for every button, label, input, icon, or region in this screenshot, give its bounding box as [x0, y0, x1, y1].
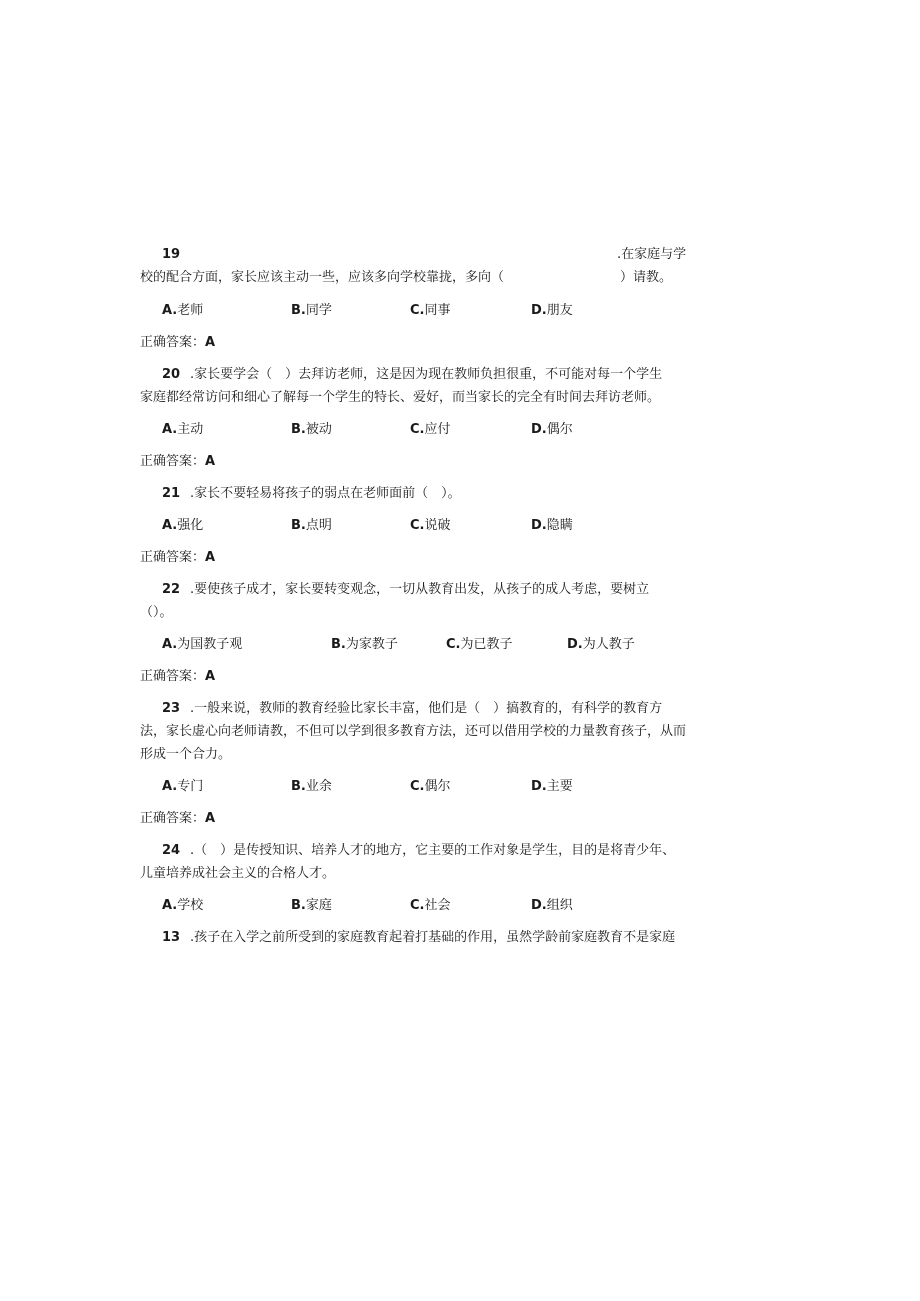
- question-23-text-line2: 法，家长虚心向老师请教，不但可以学到很多教育方法，还可以借用学校的力量教育孩子，从而: [140, 724, 687, 739]
- question-19-number: 19: [162, 247, 181, 262]
- question-13-text-line1: .孩子在入学之前所受到的家庭教育起着打基础的作用，虽然学龄前家庭教育不是家庭: [190, 930, 676, 945]
- question-20-text-line2: 家庭都经常访问和细心了解每一个学生的特长、爱好，而当家长的完全有时间去拜访老师。: [140, 390, 661, 405]
- question-21-text-line1: .家长不要轻易将孩子的弱点在老师面前（ ）。: [190, 486, 461, 501]
- question-20-text-line1: .家长要学会（ ）去拜访老师，这是因为现在教师负担很重，不可能对每一个学生: [190, 367, 663, 382]
- question-22-number: 22: [162, 582, 181, 597]
- question-22-option-c: C.为已教子: [446, 637, 513, 652]
- question-24-number: 24: [162, 843, 181, 858]
- question-20-option-b: B.被动: [291, 422, 332, 437]
- question-20-option-c: C.应付: [410, 422, 451, 437]
- question-21-answer: 正确答案：A: [140, 550, 216, 565]
- question-23-number: 23: [162, 701, 181, 716]
- question-19-text-line1: .在家庭与学: [617, 247, 687, 262]
- question-20-option-a: A.主动: [162, 422, 204, 437]
- question-24-option-a: A.学校: [162, 898, 204, 913]
- question-20-option-d: D.偶尔: [531, 422, 573, 437]
- question-19-text-line2: 校的配合方面，家长应该主动一些，应该多向学校靠拢，多向（: [140, 270, 505, 285]
- question-23-option-d: D.主要: [531, 779, 573, 794]
- question-24-option-b: B.家庭: [291, 898, 332, 913]
- question-21-option-d: D.隐瞒: [531, 518, 573, 533]
- question-19-answer: 正确答案：A: [140, 335, 216, 350]
- question-19-option-a: A.老师: [162, 303, 204, 318]
- question-23-option-c: C.偶尔: [410, 779, 451, 794]
- question-19-option-c: C.同事: [410, 303, 451, 318]
- question-21-number: 21: [162, 486, 181, 501]
- question-22-answer: 正确答案：A: [140, 669, 216, 684]
- question-21-option-a: A.强化: [162, 518, 204, 533]
- question-21-option-c: C.说破: [410, 518, 451, 533]
- question-22-option-d: D.为人教子: [567, 637, 635, 652]
- question-20-answer: 正确答案：A: [140, 454, 216, 469]
- question-23-text-line1: .一般来说，教师的教育经验比家长丰富，他们是（ ）搞教育的，有科学的教育方: [190, 701, 663, 716]
- question-24-option-c: C.社会: [410, 898, 451, 913]
- question-22-text-line2: （）。: [140, 605, 173, 620]
- question-19-option-d: D.朋友: [531, 303, 573, 318]
- question-21-option-b: B.点明: [291, 518, 332, 533]
- question-23-option-a: A.专门: [162, 779, 204, 794]
- question-19-option-b: B.同学: [291, 303, 332, 318]
- question-13-number: 13: [162, 930, 181, 945]
- question-23-text-line3: 形成一个合力。: [140, 747, 232, 762]
- question-23-option-b: B.业余: [291, 779, 332, 794]
- question-22-option-a: A.为国教子观: [162, 637, 243, 652]
- question-24-option-d: D.组织: [531, 898, 573, 913]
- question-22-text-line1: .要使孩子成才，家长要转变观念，一切从教育出发，从孩子的成人考虑，要树立: [190, 582, 650, 597]
- question-19-text-line2-end: ）请教。: [620, 270, 673, 285]
- question-24-text-line2: 儿童培养成社会主义的合格人才。: [140, 866, 336, 881]
- question-23-answer: 正确答案：A: [140, 811, 216, 826]
- question-20-number: 20: [162, 367, 181, 382]
- question-24-text-line1: .（ ）是传授知识、培养人才的地方，它主要的工作对象是学生，目的是将青少年、: [190, 843, 676, 858]
- question-22-option-b: B.为家教子: [331, 637, 398, 652]
